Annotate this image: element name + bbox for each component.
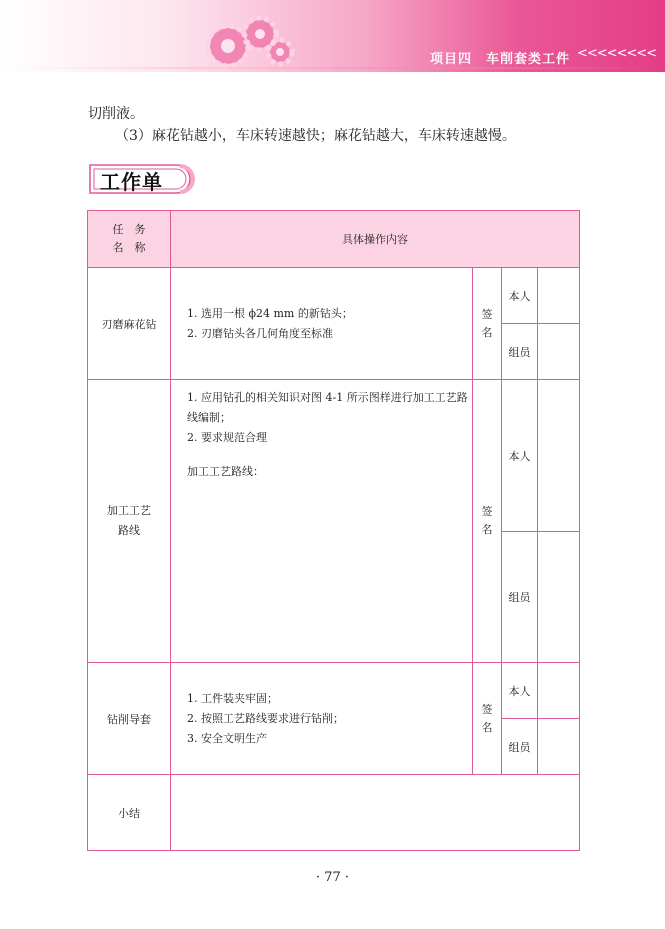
task-name-cell: 刃磨麻花钻 — [88, 268, 171, 380]
sign-label-cell — [473, 380, 502, 663]
chevron-left-icon: <<<<<<<< — [577, 46, 657, 61]
body-line-1: 切削液。 — [88, 106, 144, 122]
self-label: 本人 — [502, 380, 538, 532]
summary-field[interactable] — [171, 775, 580, 851]
table-row — [88, 663, 580, 719]
work-order-table — [87, 210, 580, 851]
list-item: 2. 按照工艺路线要求进行钻削； — [187, 711, 344, 725]
task-name-line-2: 名 称 — [112, 241, 146, 254]
header-rule — [0, 67, 665, 69]
spacer — [187, 448, 462, 462]
body-line-2: （3）麻花钻越小，车床转速越快；麻花钻越大，车床转速越慢。 — [115, 128, 516, 144]
list-item: 1. 应用钻孔的相关知识对图 4-1 所示图样进行加工工艺路 — [187, 391, 468, 404]
sign-label-cell — [473, 663, 502, 775]
list-item: 1. 工件装夹牢固； — [187, 691, 278, 705]
self-signature-field[interactable] — [538, 380, 580, 532]
sign-char-2: 名 — [481, 720, 493, 734]
list-item: 2. 刃磨钻头各几何角度至标准 — [187, 326, 333, 340]
task-content-cell — [171, 268, 473, 380]
task-content-cell — [171, 663, 473, 775]
task-name-line-1: 任 务 — [112, 223, 146, 236]
self-signature-field[interactable] — [538, 663, 580, 719]
self-signature-field[interactable] — [538, 268, 580, 324]
member-signature-field[interactable] — [538, 532, 580, 663]
section-title: 工作单 — [100, 170, 163, 194]
table-row — [88, 775, 580, 851]
summary-label: 小结 — [88, 775, 171, 851]
page-header — [0, 0, 665, 72]
member-label: 组员 — [502, 532, 538, 663]
list-item: 1. 选用一根 ϕ24 mm 的新钻头； — [187, 306, 353, 320]
task-content-cell — [171, 380, 473, 663]
sign-char-1: 签 — [481, 505, 493, 518]
sign-char-2: 名 — [481, 523, 493, 536]
self-label: 本人 — [502, 663, 538, 719]
task-name-header — [88, 211, 171, 268]
task-name-line-1: 加工工艺 — [107, 504, 151, 517]
content-header: 具体操作内容 — [171, 211, 580, 268]
page-number: · 77 · — [315, 870, 350, 885]
sign-char-1: 签 — [481, 307, 493, 321]
task-name-line-2: 路线 — [118, 524, 140, 537]
header-title: 项目四 车削套类工件 — [430, 52, 571, 67]
route-label: 加工工艺路线： — [187, 465, 264, 478]
table-row — [88, 380, 580, 532]
sign-label-cell — [473, 268, 502, 380]
table-row — [88, 268, 580, 324]
task-name-cell: 钻削导套 — [88, 663, 171, 775]
task-name-cell — [88, 380, 171, 663]
list-item: 线编制； — [187, 411, 231, 424]
sign-char-1: 签 — [481, 702, 493, 716]
self-label: 本人 — [502, 268, 538, 324]
list-item: 2. 要求规范合理 — [187, 431, 267, 444]
table-header-row — [88, 211, 580, 268]
member-label: 组员 — [502, 719, 538, 775]
member-label: 组员 — [502, 324, 538, 380]
list-item: 3. 安全文明生产 — [187, 731, 267, 745]
sign-char-2: 名 — [481, 325, 493, 339]
gears-icon — [188, 8, 298, 70]
member-signature-field[interactable] — [538, 324, 580, 380]
member-signature-field[interactable] — [538, 719, 580, 775]
